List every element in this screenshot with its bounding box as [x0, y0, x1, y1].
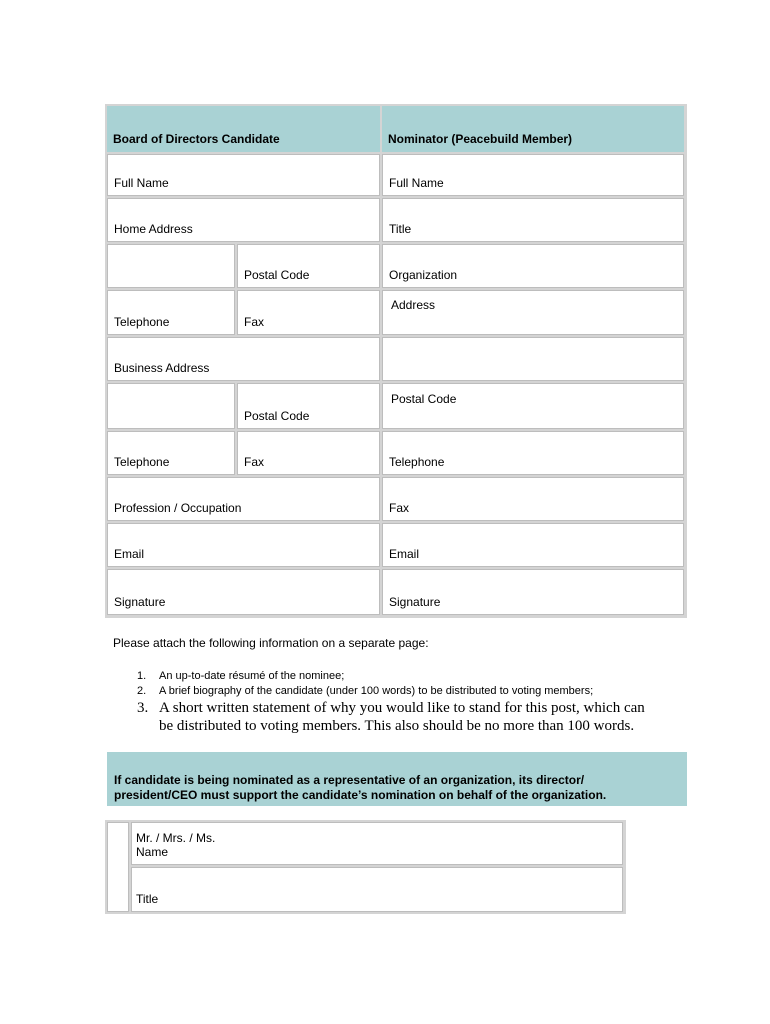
label: Postal Code: [391, 392, 457, 406]
label: Telephone: [114, 315, 170, 329]
label: Fax: [244, 315, 265, 329]
candidate-email-field[interactable]: [107, 523, 380, 567]
organization-note-banner: [107, 752, 687, 806]
support-title-field[interactable]: [131, 867, 623, 912]
list-number: 2.: [137, 685, 147, 697]
label: Signature: [389, 595, 441, 609]
list-text: An up-to-date résumé of the nominee;: [159, 670, 345, 682]
candidate-business-address-line-field[interactable]: [107, 383, 235, 429]
attachments-intro: Please attach the following information on a separate page:: [113, 636, 429, 650]
nominator-postal-code-field[interactable]: [382, 383, 684, 429]
label: Title: [389, 222, 412, 236]
label: Fax: [389, 501, 410, 515]
candidate-full-name-field[interactable]: [107, 154, 380, 196]
list-number: 3.: [137, 700, 149, 716]
candidate-home-postal-code-field[interactable]: [237, 244, 380, 288]
support-side-cell: [107, 822, 129, 912]
list-text: A short written statement of why you would like to stand for this post, which can: [159, 700, 645, 716]
label: Telephone: [114, 455, 170, 469]
candidate-home-fax-field[interactable]: [237, 290, 380, 335]
candidate-home-address-field[interactable]: [107, 198, 380, 242]
label: Full Name: [389, 176, 444, 190]
nominator-organization-field[interactable]: [382, 244, 684, 288]
nominator-telephone-field[interactable]: [382, 431, 684, 475]
label: Telephone: [389, 455, 445, 469]
nominator-fax-field[interactable]: [382, 477, 684, 521]
label: Home Address: [114, 222, 193, 236]
candidate-home-telephone-field[interactable]: [107, 290, 235, 335]
note-line: president/CEO must support the candidate’s nomination on behalf of the organization.: [114, 788, 607, 802]
label: Postal Code: [244, 409, 310, 423]
nominator-signature-field[interactable]: [382, 569, 684, 615]
candidate-header: Board of Directors Candidate: [107, 106, 380, 152]
label: Email: [389, 547, 420, 561]
label: Full Name: [114, 176, 169, 190]
list-number: 1.: [137, 670, 147, 682]
label: Organization: [389, 268, 458, 282]
nominator-header: Nominator (Peacebuild Member): [382, 106, 684, 152]
support-name-field[interactable]: [131, 822, 623, 865]
candidate-business-address-field[interactable]: [107, 337, 380, 381]
list-item: [137, 684, 697, 700]
candidate-business-postal-code-field[interactable]: [237, 383, 380, 429]
candidate-profession-field[interactable]: [107, 477, 380, 521]
label: Name: [136, 845, 169, 859]
label: Postal Code: [244, 268, 310, 282]
label: Profession / Occupation: [114, 501, 242, 515]
label: Signature: [114, 595, 166, 609]
nominator-email-field[interactable]: [382, 523, 684, 567]
note-line: If candidate is being nominated as a representative of an organization, its director/: [114, 773, 585, 787]
nominator-full-name-field[interactable]: [382, 154, 684, 196]
candidate-business-fax-field[interactable]: [237, 431, 380, 475]
candidate-business-telephone-field[interactable]: [107, 431, 235, 475]
label: Email: [114, 547, 145, 561]
candidate-home-address-line-field[interactable]: [107, 244, 235, 288]
label: Business Address: [114, 361, 210, 375]
nominator-address-line-field[interactable]: [382, 337, 684, 381]
list-item: [137, 699, 697, 737]
label: Title: [136, 892, 159, 906]
candidate-signature-field[interactable]: [107, 569, 380, 615]
nominator-title-field[interactable]: [382, 198, 684, 242]
list-text: A brief biography of the candidate (under 100 words) to be distributed to voting members;: [159, 685, 594, 697]
label: Fax: [244, 455, 265, 469]
label: Address: [391, 298, 436, 312]
label: Mr. / Mrs. / Ms.: [136, 831, 216, 845]
list-item: [137, 669, 697, 685]
nominator-address-field[interactable]: [382, 290, 684, 335]
list-text: be distributed to voting members. This also should be no more than 100 words.: [159, 718, 635, 734]
